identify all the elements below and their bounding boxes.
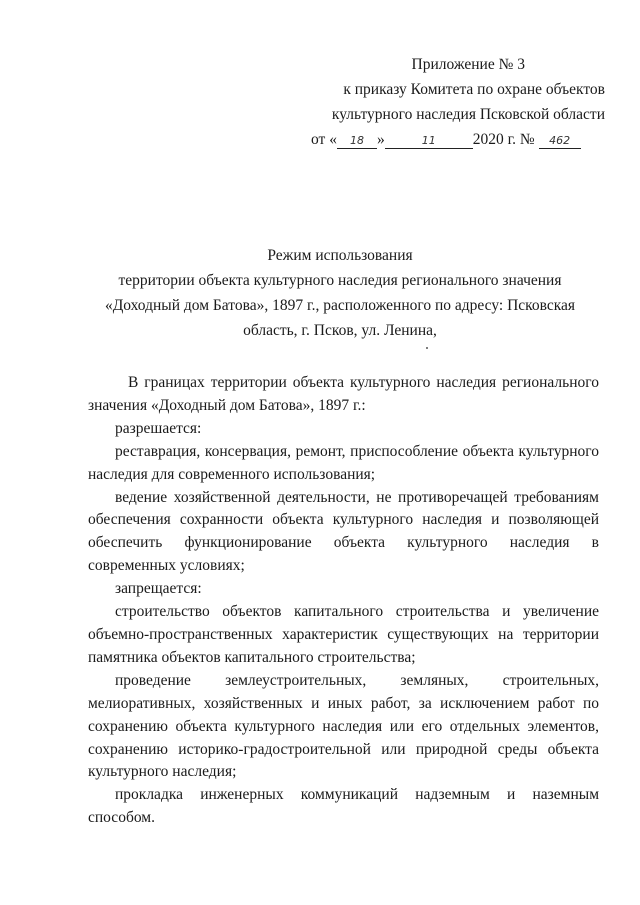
date-mid: » <box>376 131 385 148</box>
title-line-3: «Доходный дом Батова», 1897 г., расположенного по адресу: Псковская <box>104 297 576 314</box>
appendix-date-line <box>300 127 605 152</box>
paragraph-prohibited-construction: строительство объектов капитального строительства и увеличение объемно-пространственных характеристик существующих на территории памятника объектов капитального строительства; <box>88 603 599 666</box>
title-line-4: область, г. Псков, ул. Ленина, <box>243 322 437 339</box>
date-prefix: от « <box>311 131 337 148</box>
document-title <box>80 243 600 343</box>
paragraph-prohibited-heading: запрещается: <box>115 580 202 598</box>
paragraph-prohibited-utilities: прокладка инженерных коммуникаций надземным и наземным способом. <box>88 786 599 827</box>
paragraph-allowed-economic: ведение хозяйственной деятельности, не противоречащей требованиям обеспечения сохранности объекта культурного наследия и позволяющей обеспечить функционирование объекта культурного наследия в современных условиях; <box>88 488 599 575</box>
document-body <box>88 372 599 830</box>
date-year: 2020 г. № <box>472 131 535 148</box>
paragraph-allowed-restoration: реставрация, консервация, ремонт, приспособление объекта культурного наследия для современного использования; <box>88 442 599 483</box>
appendix-order-ref: к приказу Комитета по охране объектов <box>343 81 605 98</box>
appendix-title: Приложение № 3 <box>411 56 525 73</box>
paragraph-prohibited-works: проведение землеустроительных, земляных, строительных, мелиоративных, хозяйственных и иных работ, за исключением работ по сохранению объекта культурного наследия или его отдельных элементов, сохранению историко-градостроительной или природной среды объекта культурного наследия; <box>88 671 599 781</box>
order-number-field: 462 <box>539 134 581 149</box>
date-month-field: 11 <box>385 134 473 149</box>
paragraph-allowed-heading: разрешается: <box>115 419 202 437</box>
scan-speck <box>426 347 428 349</box>
title-line-2: территории объекта культурного наследия регионального значения <box>118 272 562 289</box>
appendix-header <box>300 52 605 152</box>
paragraph-intro: В границах территории объекта культурного наследия регионального значения «Доходный дом Батова», 1897 г.: <box>88 374 599 414</box>
appendix-committee: культурного наследия Псковской области <box>331 106 605 123</box>
date-day-field: 18 <box>337 134 377 149</box>
title-line-1: Режим использования <box>267 247 413 264</box>
